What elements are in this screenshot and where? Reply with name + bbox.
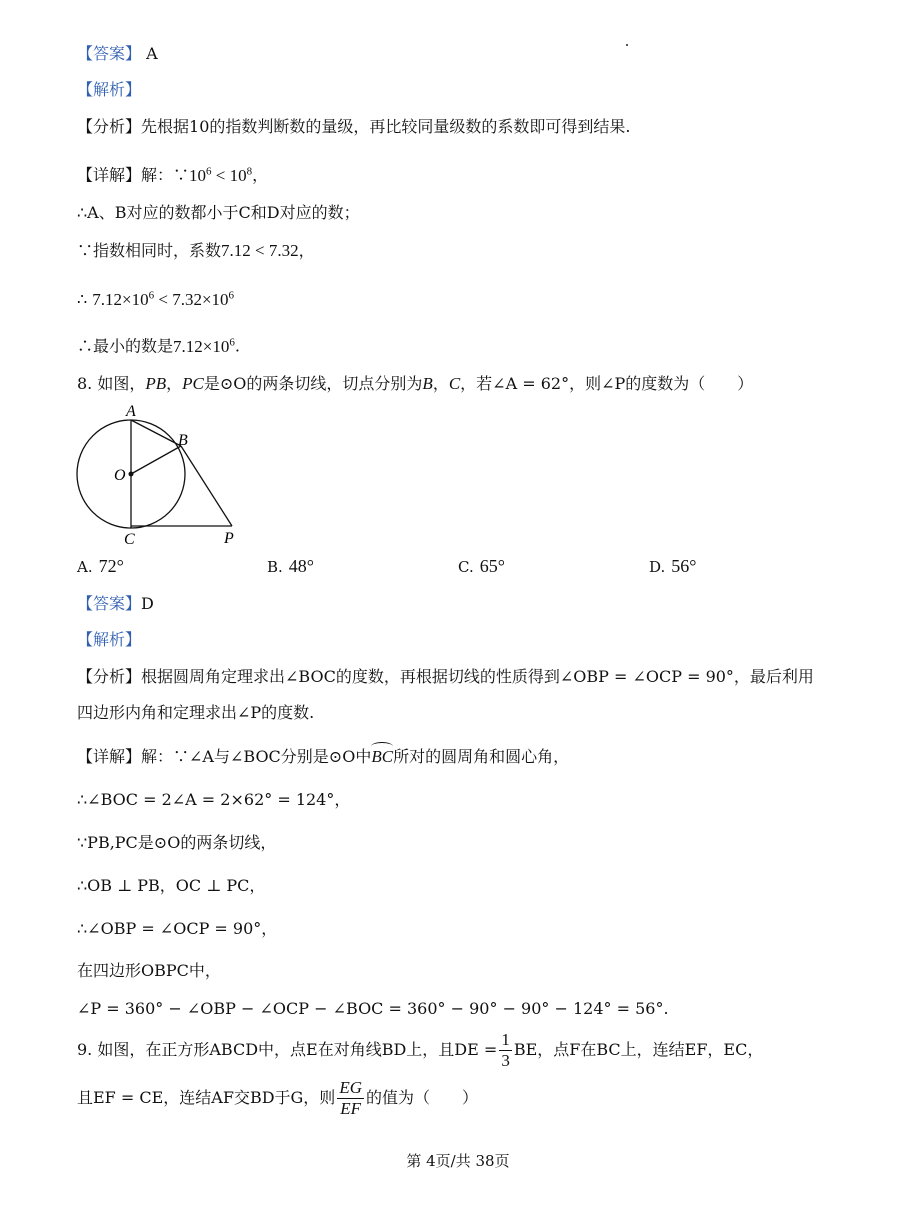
option-d[interactable] (649, 556, 696, 577)
fraction-eg-ef (337, 1078, 364, 1119)
option-letter: A. (77, 558, 93, 576)
q8-detail-4: ∴OB ⊥ PB，OC ⊥ PC， (77, 876, 266, 895)
q7-fenxi (77, 116, 630, 138)
analysis-tag: 【解析】 (77, 80, 142, 99)
q7-answer (77, 43, 158, 65)
arc-bc: BC (371, 747, 394, 766)
step2-lead: ∵指数相同时，系数 (77, 241, 222, 260)
option-c[interactable] (458, 556, 505, 577)
tangent-points: B (422, 374, 433, 393)
tangent-c: C (448, 374, 461, 393)
fenxi-text: 先根据10的指数判断数的量级，再比较同量级数的系数即可得到结果. (141, 117, 631, 136)
answer-value: D (141, 594, 154, 613)
answer-value: A (146, 44, 158, 63)
option-value: 48° (288, 556, 314, 576)
option-value: 65° (479, 556, 505, 576)
chord-ab (131, 420, 181, 446)
label-b: B (178, 432, 188, 449)
q8-detail-7: ∠P = 360° − ∠OBP − ∠OCP − ∠BOC = 360° − 90° − 90° − 124° = 56°. (77, 999, 669, 1018)
q8-answer (77, 593, 154, 615)
q9-text-2b: 的值为（ ） (365, 1088, 478, 1107)
fenxi-tag: 【分析】 (77, 117, 142, 136)
q9-text-1b: BE，点F在BC上，连结EF，EC， (513, 1040, 764, 1059)
q9-line-1 (77, 1030, 763, 1071)
page-footer: 第 4页/共 38页 (406, 1152, 510, 1170)
q9-line-2 (77, 1078, 478, 1119)
sci-compare: $7.12\times 10^6 < 7.32\times 10^6$ (92, 289, 235, 309)
detail-lead: 解：∵ (141, 165, 190, 185)
q8-detail-3: ∵PB,PC是⊙O的两条切线， (77, 833, 277, 852)
detail-tag: 【详解】 (77, 165, 142, 185)
q8-stem: 8. 如图，PB，PC是⊙O的两条切线，切点分别为B，C，若∠A = 62°，则∠P的度数为（ ） (77, 374, 754, 393)
frac-den: 3 (501, 1051, 510, 1070)
option-value: 56° (671, 556, 697, 576)
step4-lead: ∴最小的数是 (77, 336, 174, 356)
radius-ob (131, 446, 181, 474)
q8-detail-6: 在四边形OBPC中， (77, 961, 221, 980)
pc-label: PC (182, 374, 204, 393)
circle-tangent-figure (70, 398, 250, 548)
q8-detail-2: ∴∠BOC = 2∠A = 2×62° = 124°， (77, 790, 351, 809)
q7-step1: ∴A、B对应的数都小于C和D对应的数； (77, 203, 360, 222)
answer-tag: 【答案】 (77, 594, 142, 613)
q7-analysis-tag (77, 79, 141, 101)
center-dot (129, 472, 134, 477)
min-value: $7.12\times 10^6$ (173, 336, 235, 356)
q8-fenxi-1 (77, 666, 814, 688)
option-letter: B. (267, 558, 283, 576)
fraction-one-third (499, 1030, 512, 1071)
q8-fenxi-2: 四边形内角和定理求出∠P的度数. (77, 703, 315, 722)
detail-1a: 解：∵∠A与∠BOC分别是⊙O中 (141, 747, 372, 766)
q8-detail-5: ∴∠OBP = ∠OCP = 90°， (77, 919, 278, 938)
label-a: A (126, 403, 136, 420)
q7-step2: ∵指数相同时，系数7.12 < 7.32， (77, 241, 315, 260)
q8-analysis-tag (77, 629, 141, 651)
power-compare: $10^6 < 10^8$ (189, 165, 253, 185)
scan-dot (626, 44, 628, 46)
label-o: O (114, 467, 126, 484)
detail-1b: 所对的圆周角和圆心角， (393, 747, 570, 766)
q9-text-2a: 且EF = CE，连结AF交BD于G，则 (77, 1088, 336, 1107)
option-value: 72° (98, 556, 124, 576)
q8-detail-1 (77, 746, 569, 768)
q7-step4: ∴最小的数是$7.12\times 10^6$. (77, 336, 240, 356)
option-letter: C. (458, 558, 474, 576)
option-a[interactable] (77, 556, 124, 577)
analysis-tag: 【解析】 (77, 630, 142, 649)
tangent-bp (181, 446, 232, 526)
pb-pc: PB (145, 374, 167, 393)
frac-den: EF (340, 1099, 362, 1118)
label-p: P (224, 530, 234, 547)
q8-number: 8. 如图， (77, 374, 146, 393)
option-b[interactable] (267, 556, 314, 577)
detail-tag: 【详解】 (77, 747, 142, 766)
frac-num: 1 (501, 1030, 510, 1049)
q7-detail: 【详解】解：$\because 10^6 < 10^8$， (77, 165, 269, 185)
frac-num: EG (339, 1078, 362, 1097)
answer-tag: 【答案】 (77, 44, 142, 63)
stem-text-1: 是⊙O的两条切线，切点分别为 (203, 374, 423, 393)
option-letter: D. (649, 558, 666, 576)
stem-text-2: ，若∠A = 62°，则∠P的度数为（ ） (460, 374, 754, 393)
q9-text-1a: 9. 如图，在正方形ABCD中，点E在对角线BD上，且DE = (77, 1040, 498, 1059)
step2-math: 7.12 < 7.32 (221, 241, 299, 260)
fenxi-text-1: 根据圆周角定理求出∠BOC的度数，再根据切线的性质得到∠OBP = ∠OCP = 90°，最后利用 (141, 667, 814, 686)
q7-step3: ∴ $7.12\times 10^6 < 7.32\times 10^6$ (77, 289, 235, 309)
label-c: C (124, 531, 135, 548)
fenxi-tag: 【分析】 (77, 667, 142, 686)
